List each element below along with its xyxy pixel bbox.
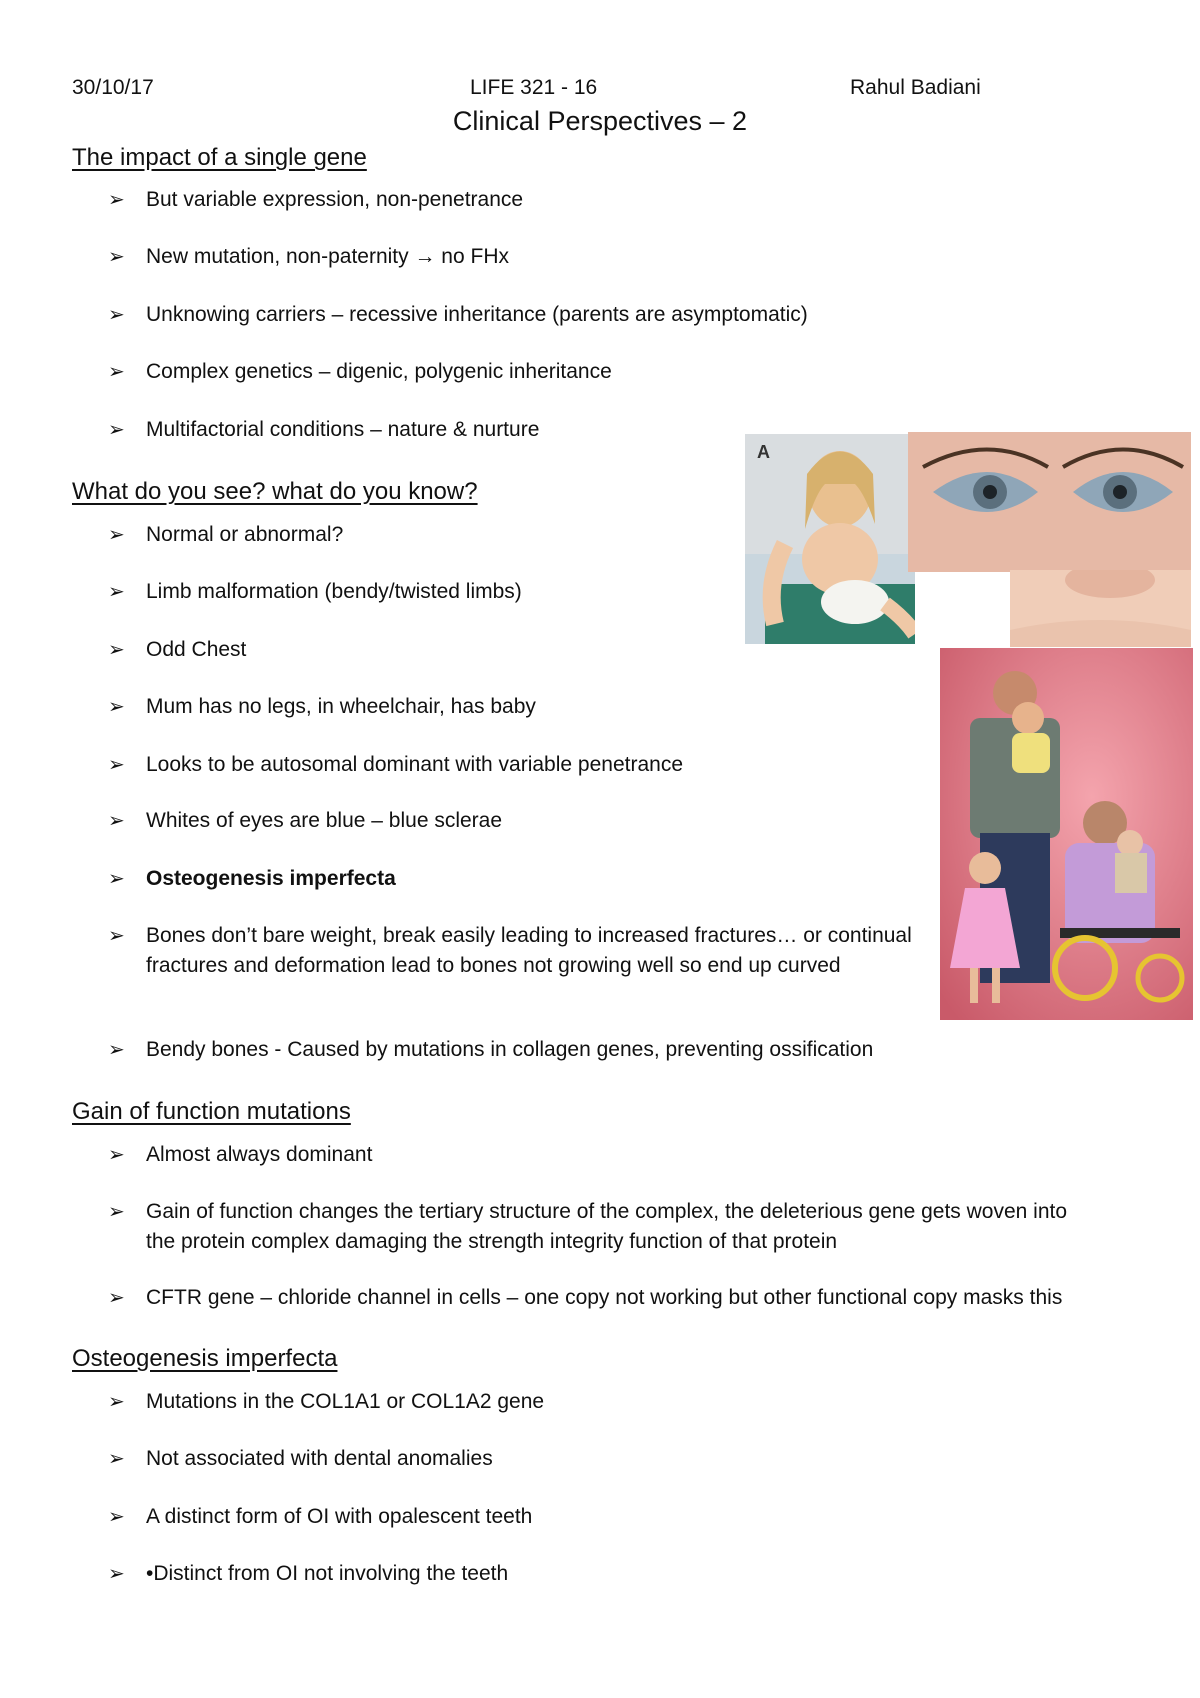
- child-photo-image: [745, 434, 915, 644]
- list-item-text: CFTR gene – chloride channel in cells – one copy not working but other functional copy masks this: [146, 1286, 1063, 1309]
- bullet-arrow-icon: ➢: [108, 1287, 125, 1309]
- bullet-arrow-icon: ➢: [108, 1039, 125, 1061]
- bullet-arrow-icon: ➢: [108, 419, 125, 441]
- bullet-arrow-icon: ➢: [108, 1144, 125, 1166]
- list-item-text: Gain of function changes the tertiary structure of the complex, the deleterious gene gets woven into the protein complex damaging the strength integrity function of that protein: [146, 1200, 1068, 1253]
- bullet-arrow-icon: ➢: [108, 304, 125, 326]
- list-item-text: Odd Chest: [146, 638, 247, 661]
- list-item-text: •Distinct from OI not involving the teeth: [146, 1562, 509, 1585]
- bullet-arrow-icon: ➢: [108, 361, 125, 383]
- list-item-text: Complex genetics – digenic, polygenic inheritance: [146, 360, 612, 383]
- list-item-text: A distinct form of OI with opalescent teeth: [146, 1505, 533, 1528]
- header-author: Rahul Badiani: [850, 76, 981, 99]
- page-title-text: Clinical Perspectives – 2: [452, 106, 748, 136]
- section-heading-what-do-you-see: What do you see? what do you know?: [72, 478, 478, 505]
- section-heading-single-gene: The impact of a single gene: [72, 144, 367, 171]
- bullet-arrow-icon: ➢: [108, 754, 125, 776]
- list-item: [108, 1197, 1098, 1259]
- list-item-text: But variable expression, non-penetrance: [146, 188, 524, 211]
- bullet-arrow-icon: ➢: [108, 1391, 125, 1413]
- family-photo: [940, 648, 1193, 1020]
- bullet-arrow-icon: ➢: [108, 189, 125, 211]
- bullet-arrow-icon: ➢: [108, 1201, 125, 1223]
- family-image: [940, 648, 1193, 1020]
- bullet-arrow-icon: ➢: [108, 696, 125, 718]
- list-item-text: Unknowing carriers – recessive inheritance (parents are asymptomatic): [146, 303, 808, 326]
- figure-label: A: [757, 442, 770, 462]
- child-photo: [745, 434, 915, 644]
- list-item-text: Looks to be autosomal dominant with variable penetrance: [146, 753, 683, 776]
- list-item-text: Bendy bones - Caused by mutations in collagen genes, preventing ossification: [146, 1038, 874, 1061]
- bullet-arrow-icon: ➢: [108, 925, 125, 947]
- list-item-text: Bones don’t bare weight, break easily leading to increased fractures… or continual fractures and deformation lead to bones not growing well so end up curved: [146, 924, 912, 977]
- chest-image: [1010, 570, 1191, 647]
- bullet-arrow-icon: ➢: [108, 246, 125, 268]
- section-heading-gain-of-function: Gain of function mutations: [72, 1098, 351, 1125]
- bullet-arrow-icon: ➢: [108, 581, 125, 603]
- list-item-text: Mum has no legs, in wheelchair, has baby: [146, 695, 536, 718]
- blue-sclerae-image: [908, 432, 1191, 572]
- list-item-text: New mutation, non-paternity → no FHx: [146, 245, 509, 268]
- list-item-text: Almost always dominant: [146, 1143, 373, 1166]
- chest-photo: [1010, 570, 1191, 647]
- bullet-arrow-icon: ➢: [108, 524, 125, 546]
- list-item-text: Mutations in the COL1A1 or COL1A2 gene: [146, 1390, 545, 1413]
- list-item-text: Osteogenesis imperfecta: [146, 867, 396, 890]
- page-title: [0, 106, 1200, 137]
- list-item-text: Multifactorial conditions – nature & nurture: [146, 418, 540, 441]
- list-item-text: Normal or abnormal?: [146, 523, 344, 546]
- list-item: [108, 921, 912, 1013]
- list-item-text: Not associated with dental anomalies: [146, 1447, 493, 1470]
- bullet-arrow-icon: ➢: [108, 810, 125, 832]
- bullet-arrow-icon: ➢: [108, 868, 125, 890]
- header-course-code: LIFE 321 - 16: [470, 76, 598, 99]
- header-date: 30/10/17: [72, 76, 154, 99]
- list-item-text: Whites of eyes are blue – blue sclerae: [146, 809, 503, 832]
- blue-sclerae-photo: [908, 432, 1191, 572]
- list-item-text: Limb malformation (bendy/twisted limbs): [146, 580, 522, 603]
- section-heading-osteogenesis: Osteogenesis imperfecta: [72, 1345, 338, 1372]
- bullet-arrow-icon: ➢: [108, 1563, 125, 1585]
- bullet-arrow-icon: ➢: [108, 1448, 125, 1470]
- bullet-arrow-icon: ➢: [108, 639, 125, 661]
- bullet-arrow-icon: ➢: [108, 1506, 125, 1528]
